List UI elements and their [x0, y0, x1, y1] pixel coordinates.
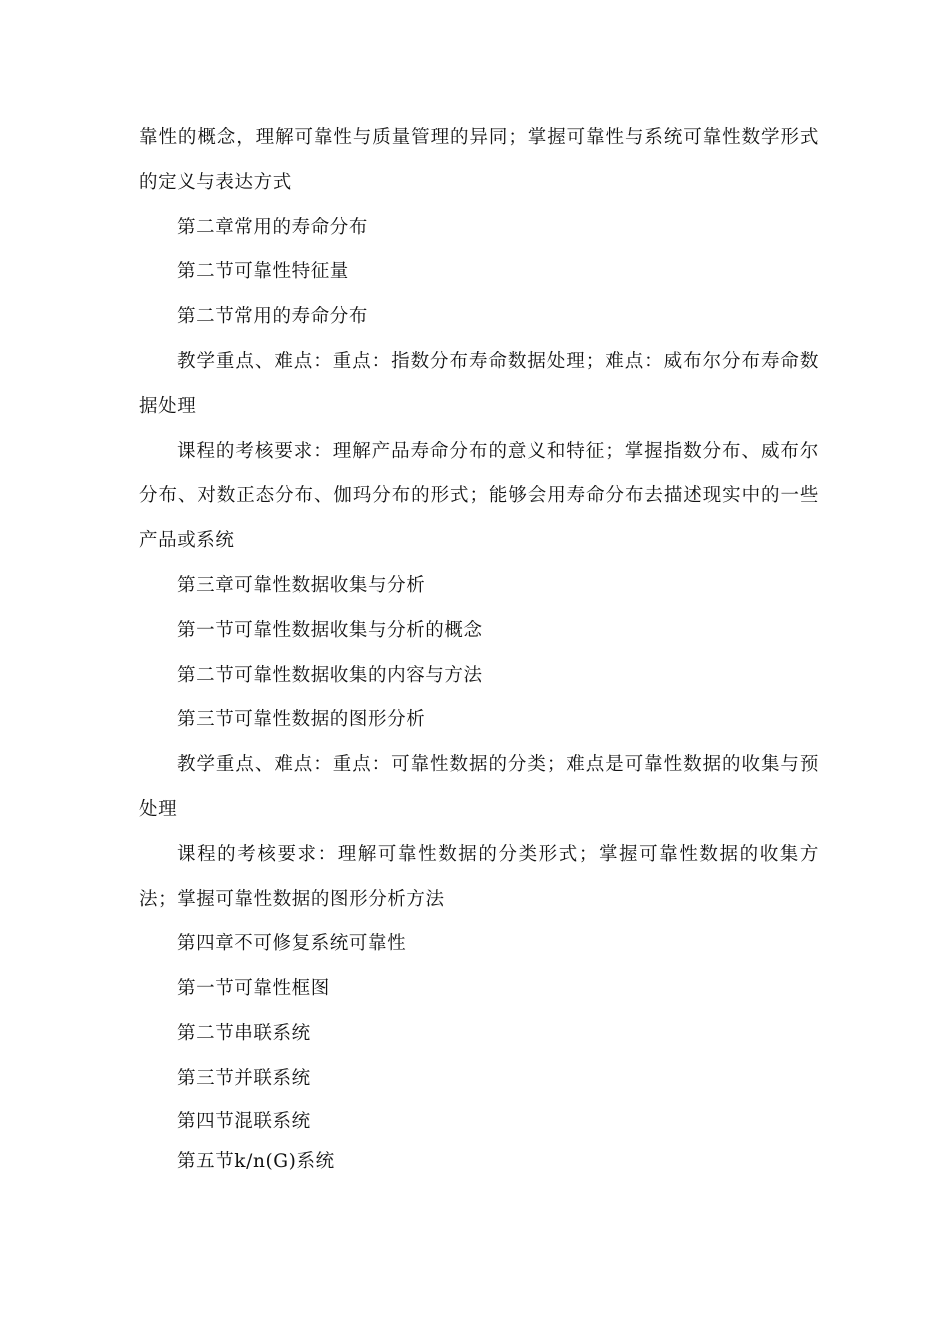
section-heading: 第一节可靠性框图: [177, 978, 330, 1000]
assessment-requirements-paragraph: 课程的考核要求：理解可靠性数据的分类形式；掌握可靠性数据的收集方法；掌握可靠性数据的图形分析方法: [139, 843, 819, 910]
section-heading: 第二节可靠性数据收集的内容与方法: [177, 664, 483, 686]
section-heading: 第一节可靠性数据收集与分析的概念: [177, 619, 483, 641]
assessment-requirements-paragraph: 课程的考核要求：理解产品寿命分布的意义和特征；掌握指数分布、威布尔分布、对数正态分布、伽玛分布的形式；能够会用寿命分布去描述现实中的一些产品或系统: [139, 440, 819, 552]
paragraph-intro-continuation: 靠性的概念，理解可靠性与质量管理的异同；掌握可靠性与系统可靠性数学形式的定义与表达方式: [139, 127, 819, 193]
document-body: [139, 116, 819, 1182]
key-points-paragraph: 教学重点、难点：重点：指数分布寿命数据处理；难点：威布尔分布寿命数据处理: [139, 350, 819, 417]
chapter-3-heading: 第三章可靠性数据收集与分析: [177, 574, 426, 596]
chapter-4-heading: 第四章不可修复系统可靠性: [177, 933, 407, 955]
chapter-2-heading: 第二章常用的寿命分布: [177, 216, 369, 238]
section-heading: 第二节串联系统: [177, 1022, 311, 1044]
section-heading: 第五节k/n(G)系统: [177, 1150, 335, 1172]
section-heading: 第三节可靠性数据的图形分析: [177, 709, 426, 731]
section-heading: 第四节混联系统: [177, 1110, 311, 1132]
section-heading: 第三节并联系统: [177, 1067, 311, 1089]
key-points-paragraph: 教学重点、难点：重点：可靠性数据的分类；难点是可靠性数据的收集与预处理: [139, 754, 819, 820]
section-heading: 第二节可靠性特征量: [177, 261, 349, 283]
section-heading: 第二节常用的寿命分布: [177, 306, 369, 328]
